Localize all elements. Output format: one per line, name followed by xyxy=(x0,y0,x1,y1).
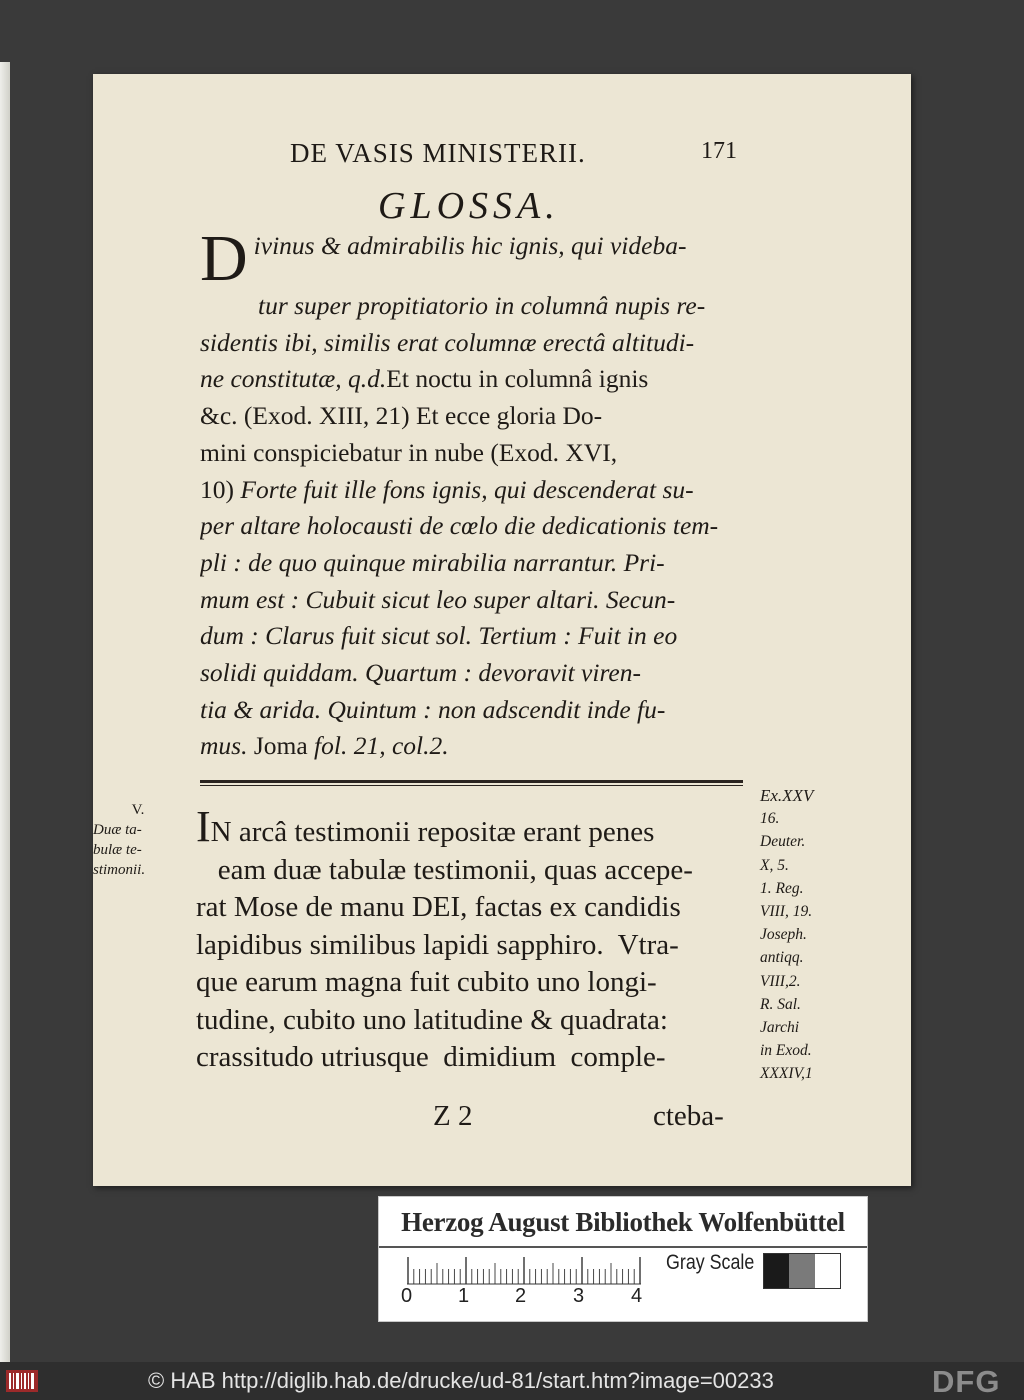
ruler-number: 4 xyxy=(631,1285,643,1307)
main-text-segment: eam duæ tabulæ testimonii, quas accepe- xyxy=(196,853,693,886)
footer-bar xyxy=(0,1362,1024,1400)
glossa-line xyxy=(200,728,745,765)
glossa-line xyxy=(200,325,745,362)
main-text-segment: tudine, cubito uno latitudine & quadrata: xyxy=(196,1003,668,1036)
margin-reference: Jarchi xyxy=(760,1019,800,1037)
glossa-line xyxy=(200,655,745,692)
page-number: 171 xyxy=(701,138,737,164)
initial-letter: I xyxy=(196,812,211,851)
glossa-segment: dum : Clarus fuit sicut sol. Tertium : Fuit in eo xyxy=(200,621,678,651)
margin-note-line: stimonii. xyxy=(93,862,146,878)
ruler-number: 1 xyxy=(458,1285,470,1307)
book-page xyxy=(93,74,911,1186)
glossa-segment: ne constitutæ, q.d. xyxy=(200,364,387,394)
margin-reference: Ex.XXV xyxy=(760,786,814,805)
section-rule-thick xyxy=(200,780,743,783)
glossa-line xyxy=(200,398,745,435)
gray-swatch-white xyxy=(815,1254,840,1288)
main-text-line xyxy=(196,812,748,852)
glossa-segment: solidi quiddam. Quartum : devoravit viren- xyxy=(200,658,641,688)
glossa-segment: tur super propitiatorio in columnâ nupis re- xyxy=(258,291,706,320)
gray-scale-label: Gray Scale xyxy=(666,1251,755,1274)
color-calibration-card xyxy=(378,1196,868,1322)
left-margin-note xyxy=(93,800,183,880)
glossa-segment: per altare holocausti de cœlo die dedicationis tem- xyxy=(200,511,719,541)
main-text-line xyxy=(196,889,748,927)
gray-swatch-mid xyxy=(789,1254,814,1288)
main-text-segment: que earum magna fuit cubito uno longi- xyxy=(196,966,657,998)
ruler-number: 0 xyxy=(401,1285,413,1307)
gray-scale-swatches xyxy=(763,1253,841,1289)
glossa-line xyxy=(200,435,745,472)
ruler-number: 2 xyxy=(515,1285,527,1307)
margin-reference: in Exod. xyxy=(760,1042,812,1060)
adjacent-page-edge xyxy=(0,62,10,1362)
margin-reference: X, 5. xyxy=(760,856,789,874)
main-text-segment: N arcâ testimonii repositæ erant penes xyxy=(210,816,655,848)
gray-swatch-dark xyxy=(764,1254,789,1288)
margin-reference: R. Sal. xyxy=(760,995,801,1013)
glossa-line xyxy=(200,508,745,545)
card-title: Herzog August Bibliothek Wolfenbüttel xyxy=(401,1207,845,1237)
margin-reference: VIII, 19. xyxy=(760,903,813,921)
barcode-icon xyxy=(6,1370,38,1392)
glossa-line xyxy=(200,545,745,582)
glossa-segment: pli : de quo quinque mirabilia narrantur. Pri- xyxy=(200,547,665,577)
right-margin-references xyxy=(760,784,860,1086)
glossa-line xyxy=(200,361,745,398)
main-text-line xyxy=(196,852,748,890)
section-rule-thin xyxy=(200,785,743,786)
glossa-segment: mum est : Cubuit sicut leo super altari. Secun- xyxy=(200,584,676,614)
margin-note-line: bulæ te- xyxy=(93,842,142,858)
margin-reference: VIII,2. xyxy=(760,972,801,990)
glossa-line xyxy=(200,472,745,509)
glossa-text xyxy=(200,228,745,765)
footer-copyright-url: © HAB http://diglib.hab.de/drucke/ud-81/start.htm?image=00233 xyxy=(148,1368,774,1393)
main-text xyxy=(196,812,748,1077)
drop-cap: D xyxy=(200,228,248,288)
main-text-line xyxy=(196,1002,748,1040)
margin-reference: Deuter. xyxy=(760,833,806,851)
glossa-segment: Joma xyxy=(253,731,315,761)
scale-ruler xyxy=(407,1257,667,1285)
glossa-segment: tia & arida. Quintum : non adscendit inde fu- xyxy=(200,694,666,724)
glossa-segment: fol. 21, col.2. xyxy=(314,731,449,761)
main-text-segment: crassitudo utriusque dimidium comple- xyxy=(196,1041,666,1073)
glossa-segment: ivinus & admirabilis hic ignis, qui videba- xyxy=(253,231,687,260)
card-divider xyxy=(379,1246,867,1248)
glossa-line xyxy=(200,288,745,325)
margin-section-number: V. xyxy=(131,802,145,818)
glossa-segment: Forte fuit ille fons ignis, qui descenderat su- xyxy=(240,474,694,504)
margin-note-line: Duæ ta- xyxy=(93,822,142,838)
glossa-line xyxy=(200,582,745,619)
ruler-number: 3 xyxy=(573,1285,585,1307)
glossa-heading: GLOSSA. xyxy=(378,185,560,227)
glossa-segment: Et noctu in columnâ ignis xyxy=(386,364,649,394)
glossa-line xyxy=(200,618,745,655)
glossa-line xyxy=(200,228,745,288)
margin-reference: 1. Reg. xyxy=(760,879,804,897)
main-text-line xyxy=(196,964,748,1002)
main-text-segment: lapidibus similibus lapidi sapphiro. Vtra- xyxy=(196,928,679,961)
main-text-line xyxy=(196,1039,748,1077)
signature-mark: Z 2 xyxy=(433,1100,473,1132)
margin-reference: 16. xyxy=(760,810,780,828)
ruler-numbers xyxy=(401,1285,681,1311)
dfg-logo: DFG xyxy=(932,1364,1001,1399)
main-text-line xyxy=(196,927,748,965)
glossa-segment: mini conspiciebatur in nube (Exod. XVI, xyxy=(200,437,618,467)
main-text-segment: rat Mose de manu DEI, factas ex candidis xyxy=(196,891,681,923)
margin-reference: Joseph. xyxy=(760,926,807,944)
glossa-segment: mus. xyxy=(200,731,254,761)
running-head: DE VASIS MINISTERII. xyxy=(290,138,586,168)
catchword: cteba- xyxy=(653,1100,724,1132)
glossa-segment: sidentis ibi, similis erat columnæ erectâ altitudi- xyxy=(200,327,695,357)
glossa-segment: &c. (Exod. XIII, 21) Et ecce gloria Do- xyxy=(200,401,603,431)
glossa-line xyxy=(200,692,745,729)
margin-reference: antiqq. xyxy=(760,949,804,967)
glossa-segment: 10) xyxy=(200,474,241,504)
margin-reference: XXXIV,1 xyxy=(760,1065,813,1083)
